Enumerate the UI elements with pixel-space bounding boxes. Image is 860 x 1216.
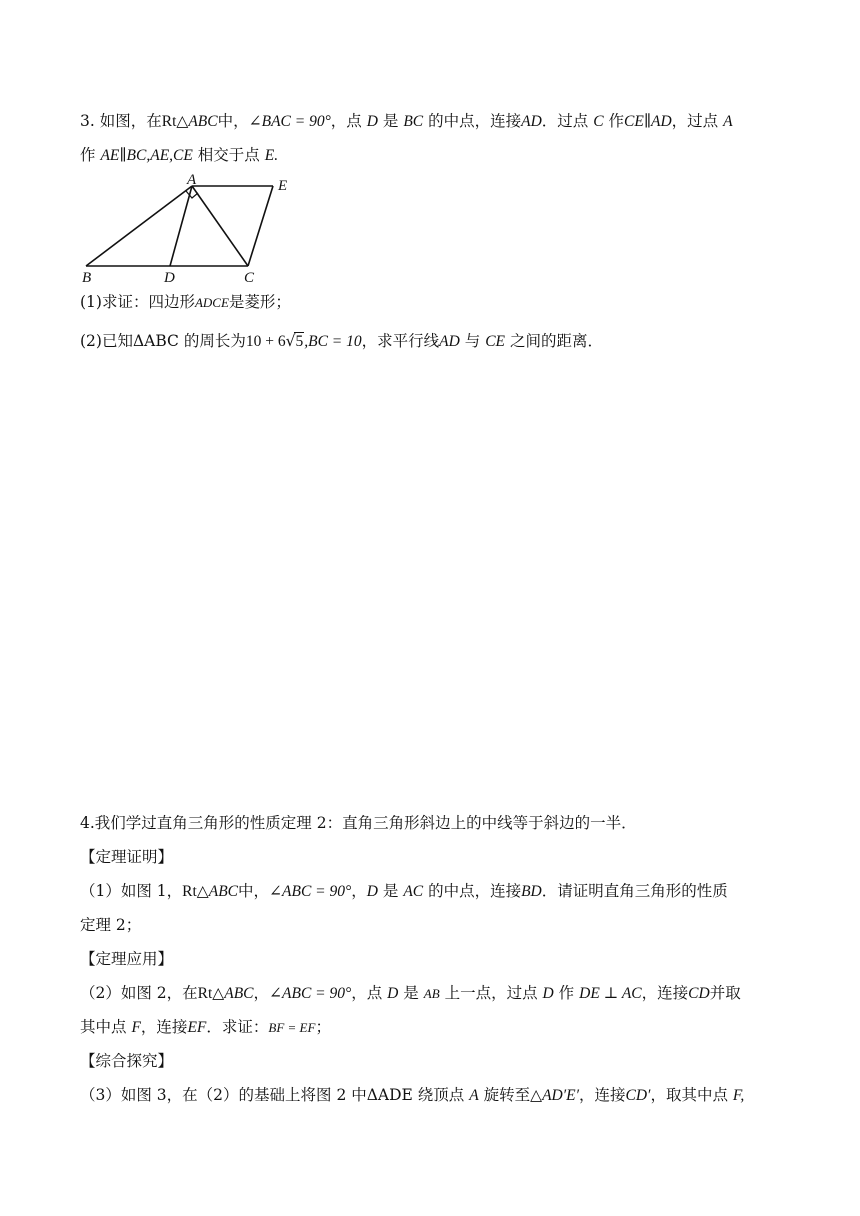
q4-text: ．求证： bbox=[206, 1018, 269, 1036]
q4-text: 是 bbox=[403, 984, 419, 1002]
q4-text: ， bbox=[351, 882, 367, 900]
q4-abc: ABC bbox=[208, 883, 239, 900]
q4-text: 绕顶点 bbox=[417, 1086, 465, 1104]
q3-rt: Rt△ bbox=[161, 113, 189, 130]
q3-ad: AD bbox=[521, 113, 542, 130]
q3-ce: CE bbox=[485, 333, 506, 350]
q3-text: 是 bbox=[382, 112, 399, 130]
q3-line-2 bbox=[80, 145, 278, 166]
q4-point-d: D bbox=[542, 985, 554, 1002]
q4-angle-abc: ∠ABC = 90° bbox=[269, 883, 352, 900]
q4-part-1-cont: 定理 2； bbox=[80, 916, 142, 934]
q3-number: 3. bbox=[80, 112, 95, 130]
q3-adce: ADCE bbox=[194, 295, 229, 310]
q4-bf-eq-ef: BF = EF bbox=[268, 1020, 316, 1035]
q4-part-3 bbox=[80, 1085, 744, 1106]
q4-text: 其中点 bbox=[80, 1018, 127, 1036]
q4-rt: Rt△ bbox=[182, 883, 209, 900]
q4-text: （1）如图 1， bbox=[80, 882, 183, 900]
q4-section-proof: 【定理证明】 bbox=[80, 848, 174, 866]
q3-text: ．过点 bbox=[541, 112, 589, 130]
label-b: B bbox=[82, 270, 92, 284]
q4-de-perp-ac: DE ⊥ AC bbox=[579, 985, 642, 1002]
q3-angle-bac: ∠BAC = 90° bbox=[248, 113, 331, 130]
q3-text: ，点 bbox=[330, 112, 362, 130]
q4-abc: ABC bbox=[224, 985, 254, 1002]
q3-ae-parallel-bc: AE∥BC,AE,CE bbox=[100, 147, 193, 164]
segment-ce bbox=[248, 186, 273, 266]
q4-point-d: D bbox=[366, 883, 378, 900]
q3-ad: AD bbox=[439, 333, 460, 350]
q4-section-application: 【定理应用】 bbox=[80, 950, 174, 968]
q4-part-1 bbox=[80, 881, 728, 902]
q4-point-f: F bbox=[131, 1019, 141, 1036]
q4-point-a: A bbox=[469, 1087, 479, 1104]
q4-text: ，连接 bbox=[641, 984, 689, 1002]
segment-ab bbox=[86, 186, 192, 266]
label-e: E bbox=[278, 178, 288, 194]
q3-point-d: D bbox=[366, 113, 378, 130]
segment-ac bbox=[192, 186, 248, 266]
q3-part-2 bbox=[80, 331, 603, 352]
q3-bc-eq: ,BC = 10 bbox=[304, 333, 362, 350]
q4-text: （2）如图 2，在 bbox=[80, 984, 198, 1002]
q4-text: 中， bbox=[238, 882, 270, 900]
q4-text: （3）如图 3，在（2）的基础上将图 2 中ΔADE bbox=[80, 1086, 413, 1104]
q4-angle-abc: ∠ABC = 90° bbox=[269, 985, 352, 1002]
q3-text: 作 bbox=[80, 146, 96, 164]
q3-line-1 bbox=[80, 111, 733, 132]
sqrt-symbol: √5 bbox=[285, 332, 304, 350]
q3-point-e: E. bbox=[264, 147, 279, 164]
q4-text: ，取其中点 bbox=[650, 1086, 728, 1104]
q4-ab: AB bbox=[423, 986, 440, 1001]
q3-text: 中， bbox=[217, 112, 249, 130]
label-a: A bbox=[187, 172, 197, 188]
q3-geometry-figure bbox=[74, 172, 304, 284]
q3-text: 的中点，连接 bbox=[428, 112, 522, 130]
q3-point-a: A bbox=[723, 113, 733, 130]
q4-text: 上一点，过点 bbox=[444, 984, 538, 1002]
q3-radicand: 5 bbox=[295, 333, 304, 350]
q4-point-d: D bbox=[387, 985, 399, 1002]
q3-perimeter: 10 + 6 bbox=[245, 333, 286, 350]
q4-text: ，连接 bbox=[140, 1018, 188, 1036]
label-c: C bbox=[244, 270, 255, 284]
q3-part2-text: 与 bbox=[464, 332, 481, 350]
q4-part-2-cont bbox=[80, 1017, 331, 1038]
q4-ad-prime-e-prime: AD′E′ bbox=[542, 1087, 579, 1104]
q4-text: ，连接 bbox=[579, 1086, 626, 1104]
q4-part-2 bbox=[80, 983, 741, 1004]
q3-abc: ABC bbox=[188, 113, 218, 130]
q3-text: 作 bbox=[608, 112, 625, 130]
q4-point-f: F, bbox=[732, 1087, 745, 1104]
q4-ef: EF bbox=[187, 1019, 207, 1036]
q3-part2-text: (2)已知ΔABC bbox=[80, 332, 179, 350]
q4-cd: CD bbox=[688, 985, 710, 1002]
q3-part2-text: 之间的距离． bbox=[509, 332, 603, 350]
q4-text: ，点 bbox=[351, 984, 383, 1002]
q4-text: ， bbox=[253, 984, 270, 1002]
q4-text: 作 bbox=[558, 984, 575, 1002]
q4-bd: BD bbox=[521, 883, 542, 900]
q3-part1-text: 是菱形； bbox=[228, 293, 291, 311]
q4-section-explore: 【综合探究】 bbox=[80, 1052, 174, 1070]
q3-point-c: C bbox=[593, 113, 604, 130]
q3-part2-text: ，求平行线 bbox=[361, 332, 440, 350]
q3-text: 如图，在 bbox=[99, 112, 162, 130]
q4-text: 旋转至△ bbox=[483, 1086, 543, 1104]
q4-rt: Rt△ bbox=[197, 985, 225, 1002]
q4-text: ．请证明直角三角形的性质 bbox=[541, 882, 728, 900]
q4-text: 是 bbox=[382, 882, 399, 900]
q4-ac: AC bbox=[403, 883, 424, 900]
q4-cd-prime: CD′ bbox=[625, 1087, 651, 1104]
q3-text: ，过点 bbox=[671, 112, 719, 130]
q3-text: 相交于点 bbox=[197, 146, 260, 164]
q4-line-1: 4.我们学过直角三角形的性质定理 2：直角三角形斜边上的中线等于斜边的一半． bbox=[80, 814, 637, 832]
q3-bc: BC bbox=[403, 113, 424, 130]
q4-text: ； bbox=[315, 1018, 331, 1036]
q4-text: 的中点，连接 bbox=[428, 882, 522, 900]
q4-text: 并取 bbox=[709, 984, 741, 1002]
q3-part-1 bbox=[80, 292, 291, 313]
segment-ad bbox=[170, 186, 192, 266]
label-d: D bbox=[164, 270, 175, 284]
q3-part1-text: (1)求证：四边形 bbox=[80, 293, 195, 311]
q3-part2-text: 的周长为 bbox=[183, 332, 246, 350]
q3-ce-parallel-ad: CE∥AD bbox=[624, 113, 672, 130]
